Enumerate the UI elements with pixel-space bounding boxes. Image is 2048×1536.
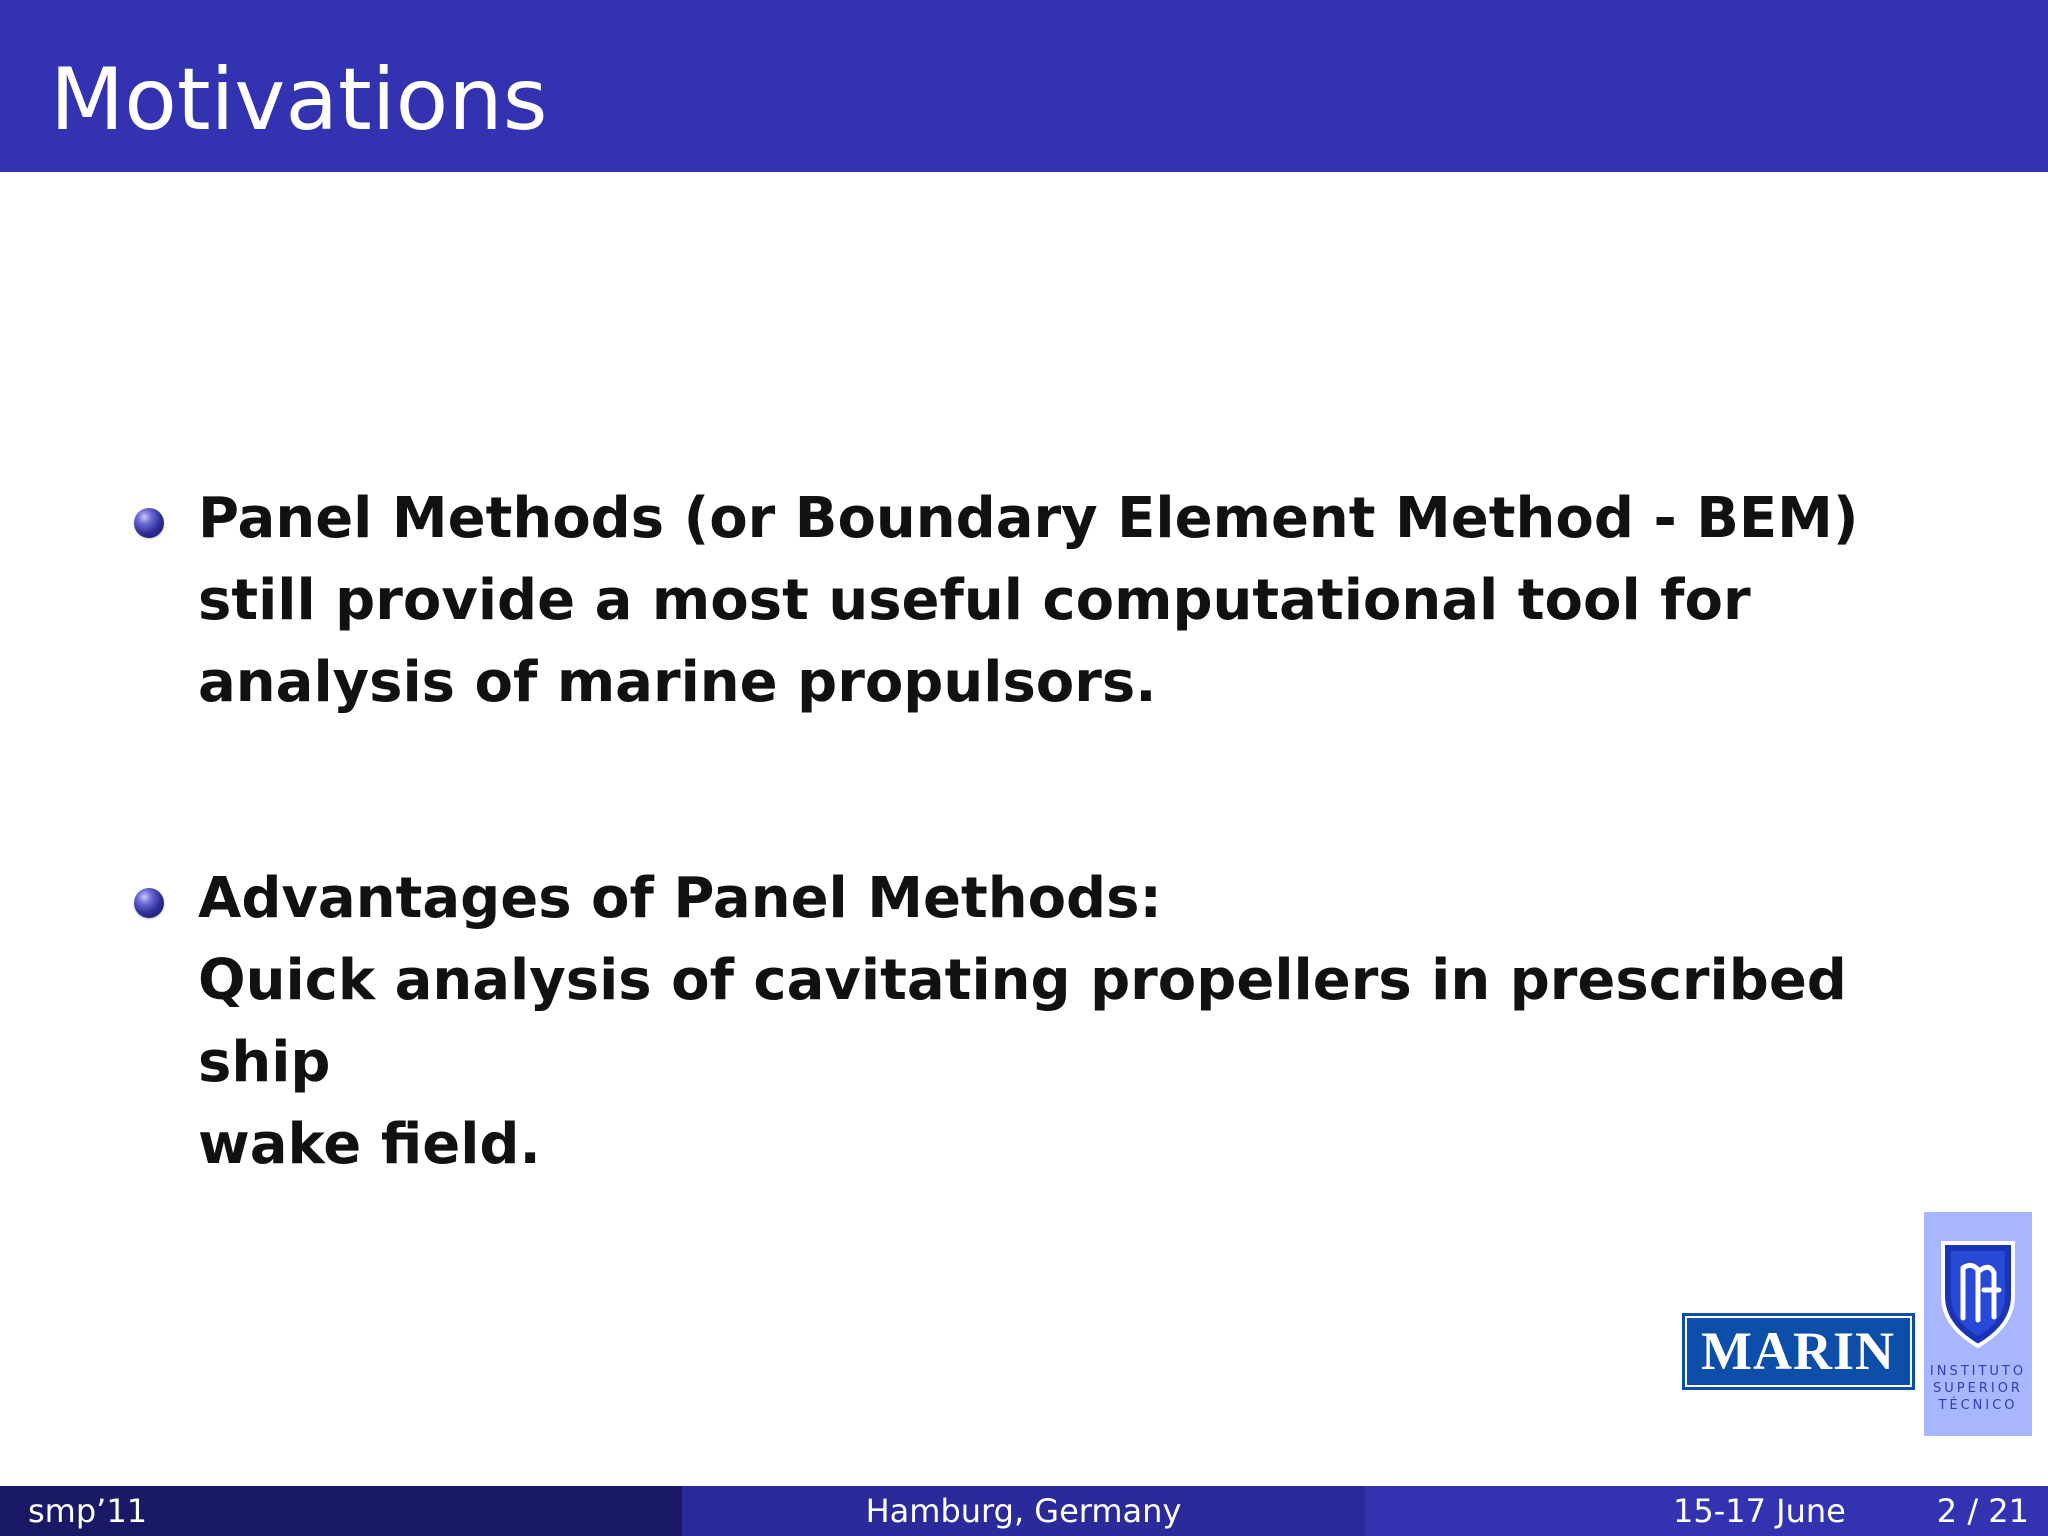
ist-logo-panel	[1924, 1212, 2032, 1436]
ist-text-line-2: SUPERIOR	[1933, 1381, 2023, 1396]
footer-conference: smp’11	[28, 1492, 148, 1530]
footer-location-section	[682, 1486, 1365, 1536]
bullet-text: Panel Methods (or Boundary Element Method - BEM) still provide a most useful computational tool for analysis of marine propulsors.	[198, 486, 1859, 715]
bullet-ball-icon	[134, 888, 164, 918]
bullet-item-advantages	[198, 858, 1988, 1186]
slide-footer	[0, 1486, 2048, 1536]
marin-logo-text: MARIN	[1701, 1321, 1895, 1381]
ist-text-line-3: TÉCNICO	[1938, 1398, 2018, 1413]
footer-conference-section	[0, 1486, 682, 1536]
footer-location: Hamburg, Germany	[865, 1492, 1182, 1530]
ist-text-line-1: INSTITUTO	[1929, 1364, 2027, 1379]
slide-title: Motivations	[50, 50, 548, 150]
ist-shield-icon	[1938, 1238, 2018, 1350]
footer-date: 15-17 June	[1673, 1492, 1846, 1530]
footer-page-number: 2 / 21	[1936, 1492, 2029, 1530]
footer-date-page-section	[1365, 1486, 2048, 1536]
bullet-item-panel-methods	[198, 478, 1988, 724]
bullet-ball-icon	[134, 508, 164, 538]
bullet-text: Advantages of Panel Methods: Quick analysis of cavitating propellers in prescribed ship wake field.	[198, 866, 1847, 1177]
marin-logo	[1682, 1313, 1915, 1390]
